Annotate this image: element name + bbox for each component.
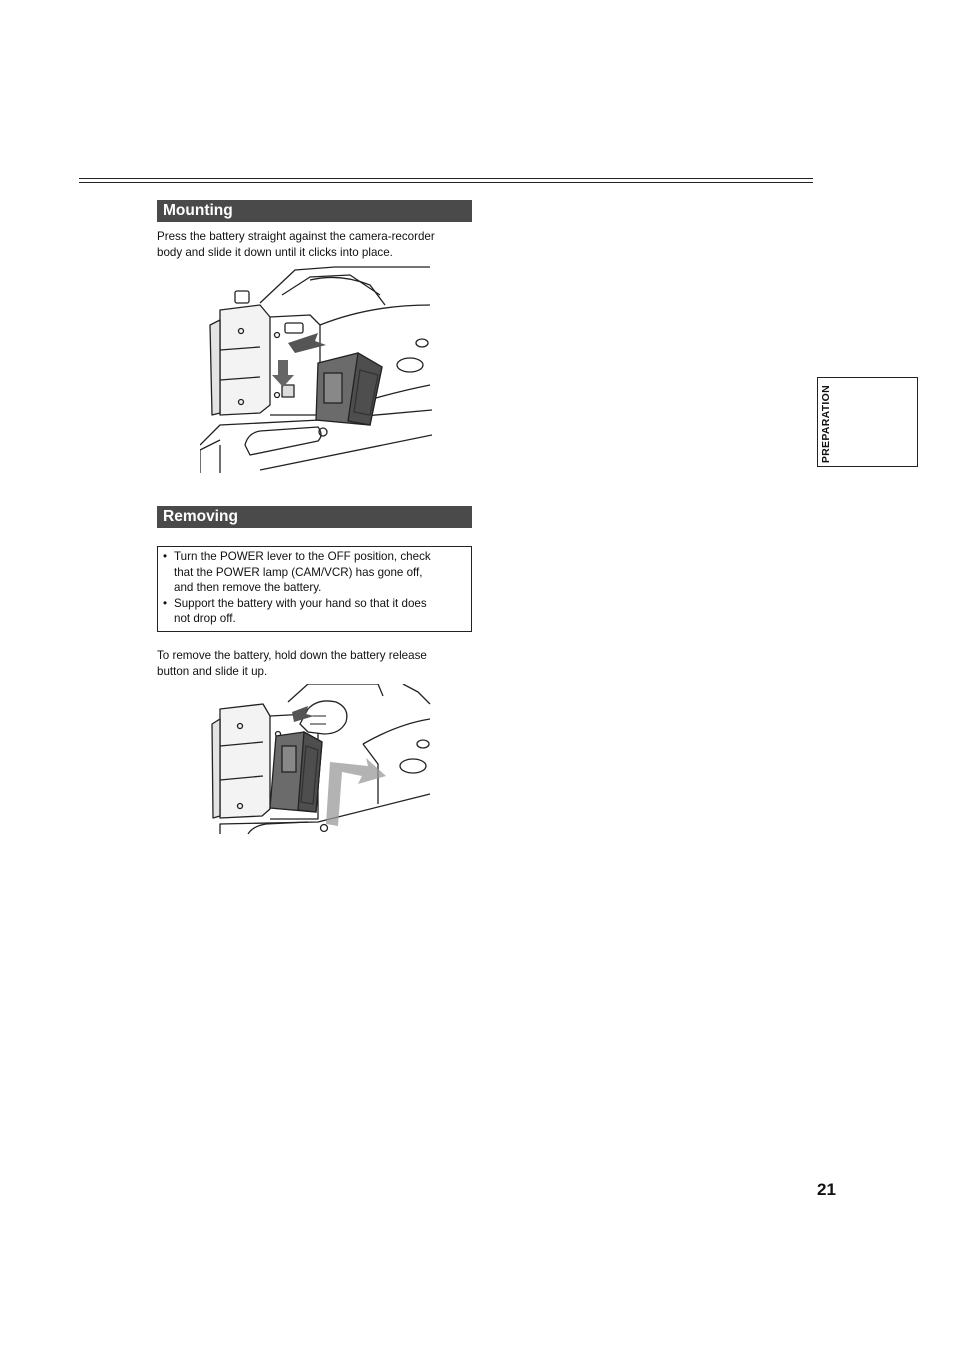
page-number: 21 — [817, 1180, 836, 1199]
caution-item: • Support the battery with your hand so that it does not drop off. — [163, 596, 427, 625]
caution-item: • Turn the POWER lever to the OFF position, check that the POWER lamp (CAM/VCR) has gone off, and then remove the battery. — [163, 550, 431, 594]
mounting-heading: Mounting — [157, 200, 472, 222]
top-rule — [79, 178, 813, 179]
section-tab-label: PREPARATION — [820, 384, 832, 463]
removing-heading: Removing — [157, 506, 472, 528]
mounting-text: Press the battery straight against the camera-recorder body and slide it down until it clicks into place. — [157, 230, 435, 259]
battery-mounting-illustration — [200, 265, 432, 473]
removing-text: To remove the battery, hold down the battery release button and slide it up. — [157, 649, 427, 678]
top-rule-thin — [79, 182, 813, 183]
caution-box — [157, 546, 472, 632]
bullet-icon: • — [163, 596, 168, 610]
bullet-icon: • — [163, 550, 168, 563]
section-tab — [817, 377, 918, 467]
battery-removing-illustration — [208, 684, 432, 834]
